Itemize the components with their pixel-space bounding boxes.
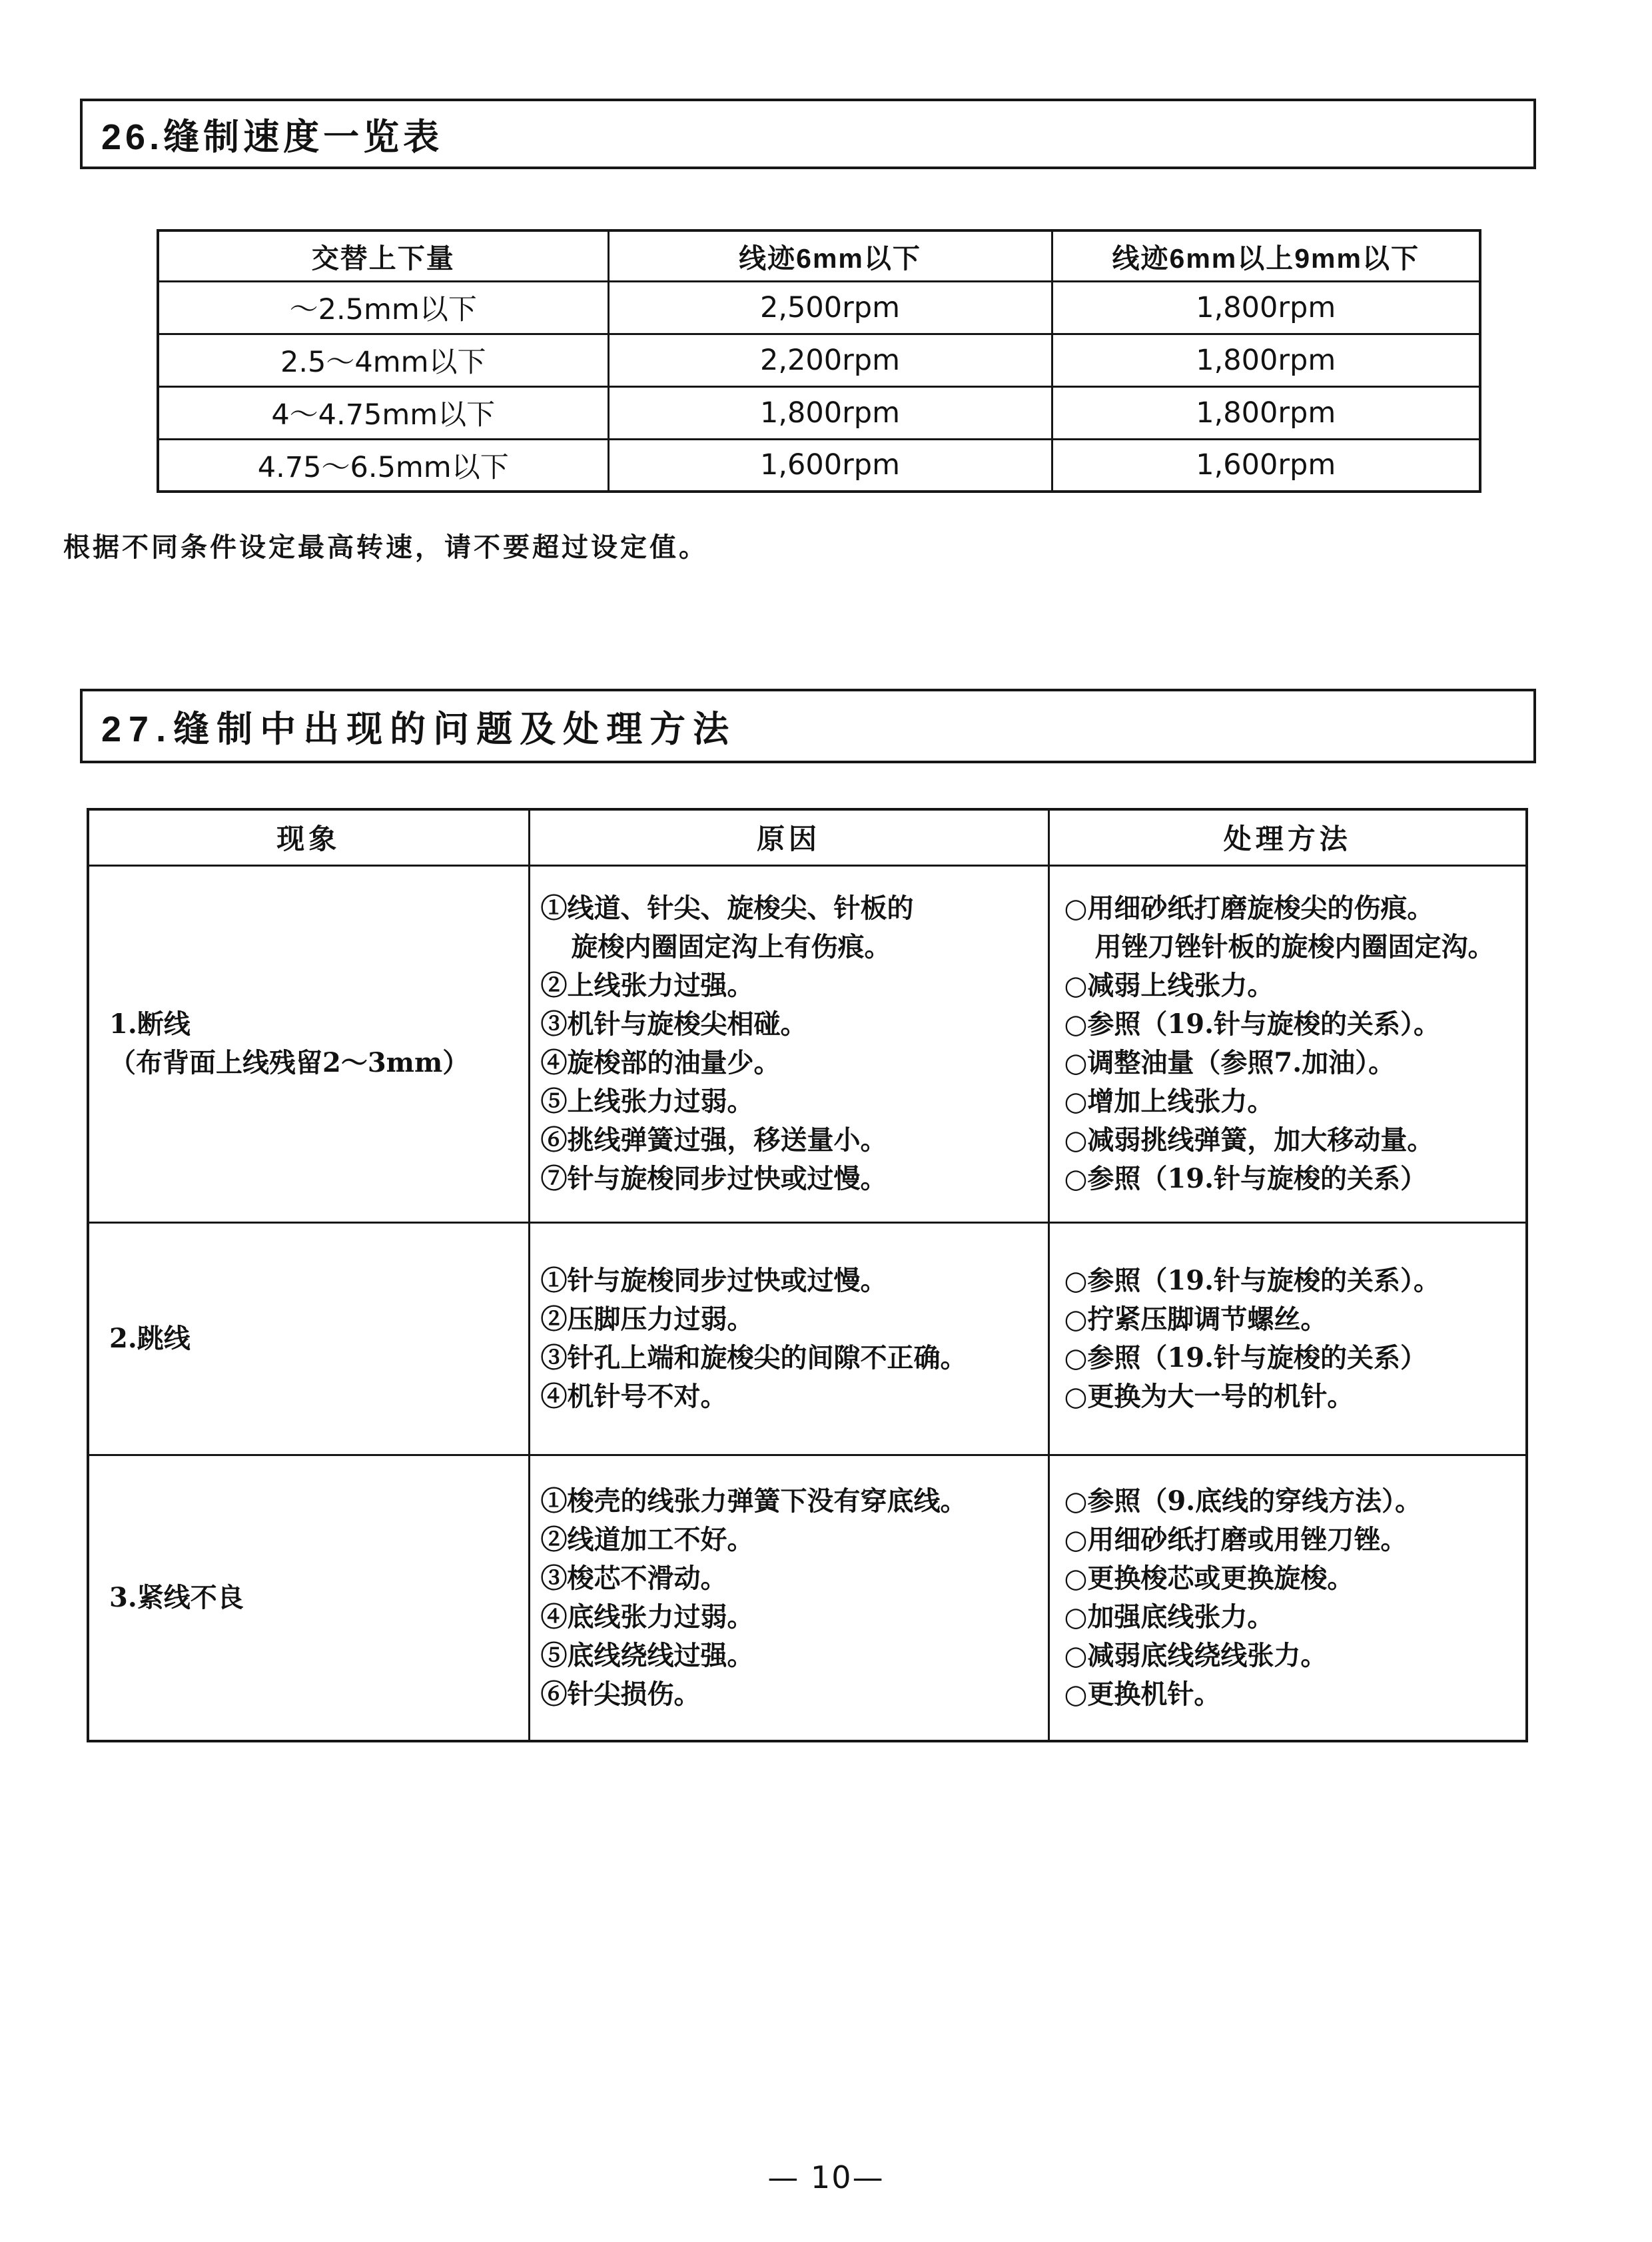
remedy-line: ○更换梭芯或更换旋梭。 bbox=[1064, 1562, 1354, 1594]
column-header-stitch-under-6mm: 线迹6mm以下 bbox=[608, 230, 1052, 281]
section-26-title-box bbox=[80, 99, 1536, 169]
remedy-line: ○用细砂纸打磨旋梭尖的伤痕。 bbox=[1064, 893, 1434, 924]
cause-line: ⑤上线张力过弱。 bbox=[540, 1086, 754, 1117]
remedy-line: 用锉刀锉针板的旋梭内圈固定沟。 bbox=[1094, 931, 1495, 962]
page-number: — 10— bbox=[767, 2159, 885, 2195]
remedy-line: ○拧紧压脚调节螺丝。 bbox=[1064, 1303, 1328, 1335]
column-header-remedy: 处理方法 bbox=[1048, 809, 1527, 865]
phenomenon-cell bbox=[88, 1455, 529, 1741]
remedy-line: ○减弱底线绕线张力。 bbox=[1064, 1639, 1328, 1671]
remedy-line: ○减弱挑线弹簧，加大移动量。 bbox=[1064, 1124, 1434, 1156]
cause-line: ①线道、针尖、旋梭尖、针板的 bbox=[540, 893, 914, 924]
table-row bbox=[158, 281, 1480, 334]
cause-cell bbox=[529, 1455, 1048, 1741]
rpm-cell: 2,200rpm bbox=[608, 334, 1052, 386]
rpm-cell: 1,600rpm bbox=[608, 439, 1052, 492]
remedy-line: ○参照（19.针与旋梭的关系）。 bbox=[1064, 1264, 1440, 1296]
remedy-line: ○参照（19.针与旋梭的关系） bbox=[1064, 1163, 1427, 1194]
sewing-speed-table bbox=[157, 229, 1481, 493]
phenomenon-line: 1.断线 bbox=[109, 1008, 191, 1040]
range-cell: ～2.5mm以下 bbox=[158, 281, 608, 334]
column-header-cause: 原因 bbox=[529, 809, 1048, 865]
rpm-cell: 2,500rpm bbox=[608, 281, 1052, 334]
speed-setting-note: 根据不同条件设定最高转速，请不要超过设定值。 bbox=[63, 532, 708, 563]
section-27-title-box bbox=[80, 689, 1536, 763]
remedy-line: ○更换机针。 bbox=[1064, 1678, 1221, 1710]
remedy-line: ○参照（19.针与旋梭的关系）。 bbox=[1064, 1008, 1440, 1040]
column-header-phenomenon: 现象 bbox=[88, 809, 529, 865]
cause-line: ①针与旋梭同步过快或过慢。 bbox=[540, 1264, 887, 1296]
table-header-row bbox=[158, 230, 1480, 281]
rpm-cell: 1,600rpm bbox=[1052, 439, 1480, 492]
cause-line: ④旋梭部的油量少。 bbox=[540, 1047, 781, 1078]
cause-line: ②上线张力过强。 bbox=[540, 970, 754, 1001]
trouble-row-poor-thread-tightening bbox=[88, 1455, 1527, 1741]
remedy-cell bbox=[1048, 865, 1527, 1222]
cause-line: ②压脚压力过弱。 bbox=[540, 1303, 754, 1335]
range-cell: 4.75～6.5mm以下 bbox=[158, 439, 608, 492]
cause-line: ②线道加工不好。 bbox=[540, 1523, 754, 1555]
cause-line: ③针孔上端和旋梭尖的间隙不正确。 bbox=[540, 1341, 967, 1373]
remedy-line: ○参照（19.针与旋梭的关系） bbox=[1064, 1341, 1427, 1373]
troubleshooting-table bbox=[87, 808, 1528, 1742]
phenomenon-cell bbox=[88, 1222, 529, 1455]
rpm-cell: 1,800rpm bbox=[1052, 386, 1480, 439]
phenomenon-line: 2.跳线 bbox=[109, 1322, 191, 1354]
rpm-cell: 1,800rpm bbox=[1052, 334, 1480, 386]
phenomenon-cell bbox=[88, 865, 529, 1222]
phenomenon-line: 3.紧线不良 bbox=[109, 1581, 244, 1613]
rpm-cell: 1,800rpm bbox=[1052, 281, 1480, 334]
table-header-row bbox=[88, 809, 1527, 865]
remedy-line: ○减弱上线张力。 bbox=[1064, 970, 1274, 1001]
column-header-stitch-6-9mm: 线迹6mm以上9mm以下 bbox=[1052, 230, 1480, 281]
range-cell: 4～4.75mm以下 bbox=[158, 386, 608, 439]
remedy-line: ○加强底线张力。 bbox=[1064, 1601, 1274, 1633]
cause-cell bbox=[529, 865, 1048, 1222]
phenomenon-line: （布背面上线残留2～3mm） bbox=[109, 1047, 470, 1078]
range-cell: 2.5～4mm以下 bbox=[158, 334, 608, 386]
column-header-alternating-amount: 交替上下量 bbox=[158, 230, 608, 281]
cause-line: ④机针号不对。 bbox=[540, 1380, 727, 1412]
section-27-title: 27.缝制中出现的问题及处理方法 bbox=[101, 709, 737, 749]
cause-line: ⑥挑线弹簧过强，移送量小。 bbox=[540, 1124, 887, 1156]
cause-cell bbox=[529, 1222, 1048, 1455]
rpm-cell: 1,800rpm bbox=[608, 386, 1052, 439]
section-26-title: 26.缝制速度一览表 bbox=[101, 117, 444, 157]
table-row bbox=[158, 386, 1480, 439]
cause-line: 旋梭内圈固定沟上有伤痕。 bbox=[571, 931, 891, 962]
remedy-line: ○用细砂纸打磨或用锉刀锉。 bbox=[1064, 1523, 1408, 1555]
remedy-cell bbox=[1048, 1222, 1527, 1455]
cause-line: ⑤底线绕线过强。 bbox=[540, 1639, 754, 1671]
cause-line: ⑥针尖损伤。 bbox=[540, 1678, 701, 1710]
table-row bbox=[158, 439, 1480, 492]
remedy-line: ○增加上线张力。 bbox=[1064, 1086, 1274, 1117]
remedy-cell bbox=[1048, 1455, 1527, 1741]
cause-line: ⑦针与旋梭同步过快或过慢。 bbox=[540, 1163, 887, 1194]
cause-line: ①梭壳的线张力弹簧下没有穿底线。 bbox=[540, 1485, 967, 1517]
cause-line: ③梭芯不滑动。 bbox=[540, 1562, 727, 1594]
remedy-line: ○参照（9.底线的穿线方法）。 bbox=[1064, 1485, 1422, 1517]
trouble-row-thread-breakage bbox=[88, 865, 1527, 1222]
trouble-row-skipped-stitches bbox=[88, 1222, 1527, 1455]
table-row bbox=[158, 334, 1480, 386]
cause-line: ③机针与旋梭尖相碰。 bbox=[540, 1008, 807, 1040]
remedy-line: ○调整油量（参照7.加油）。 bbox=[1064, 1047, 1396, 1078]
cause-line: ④底线张力过弱。 bbox=[540, 1601, 754, 1633]
remedy-line: ○更换为大一号的机针。 bbox=[1064, 1380, 1354, 1412]
